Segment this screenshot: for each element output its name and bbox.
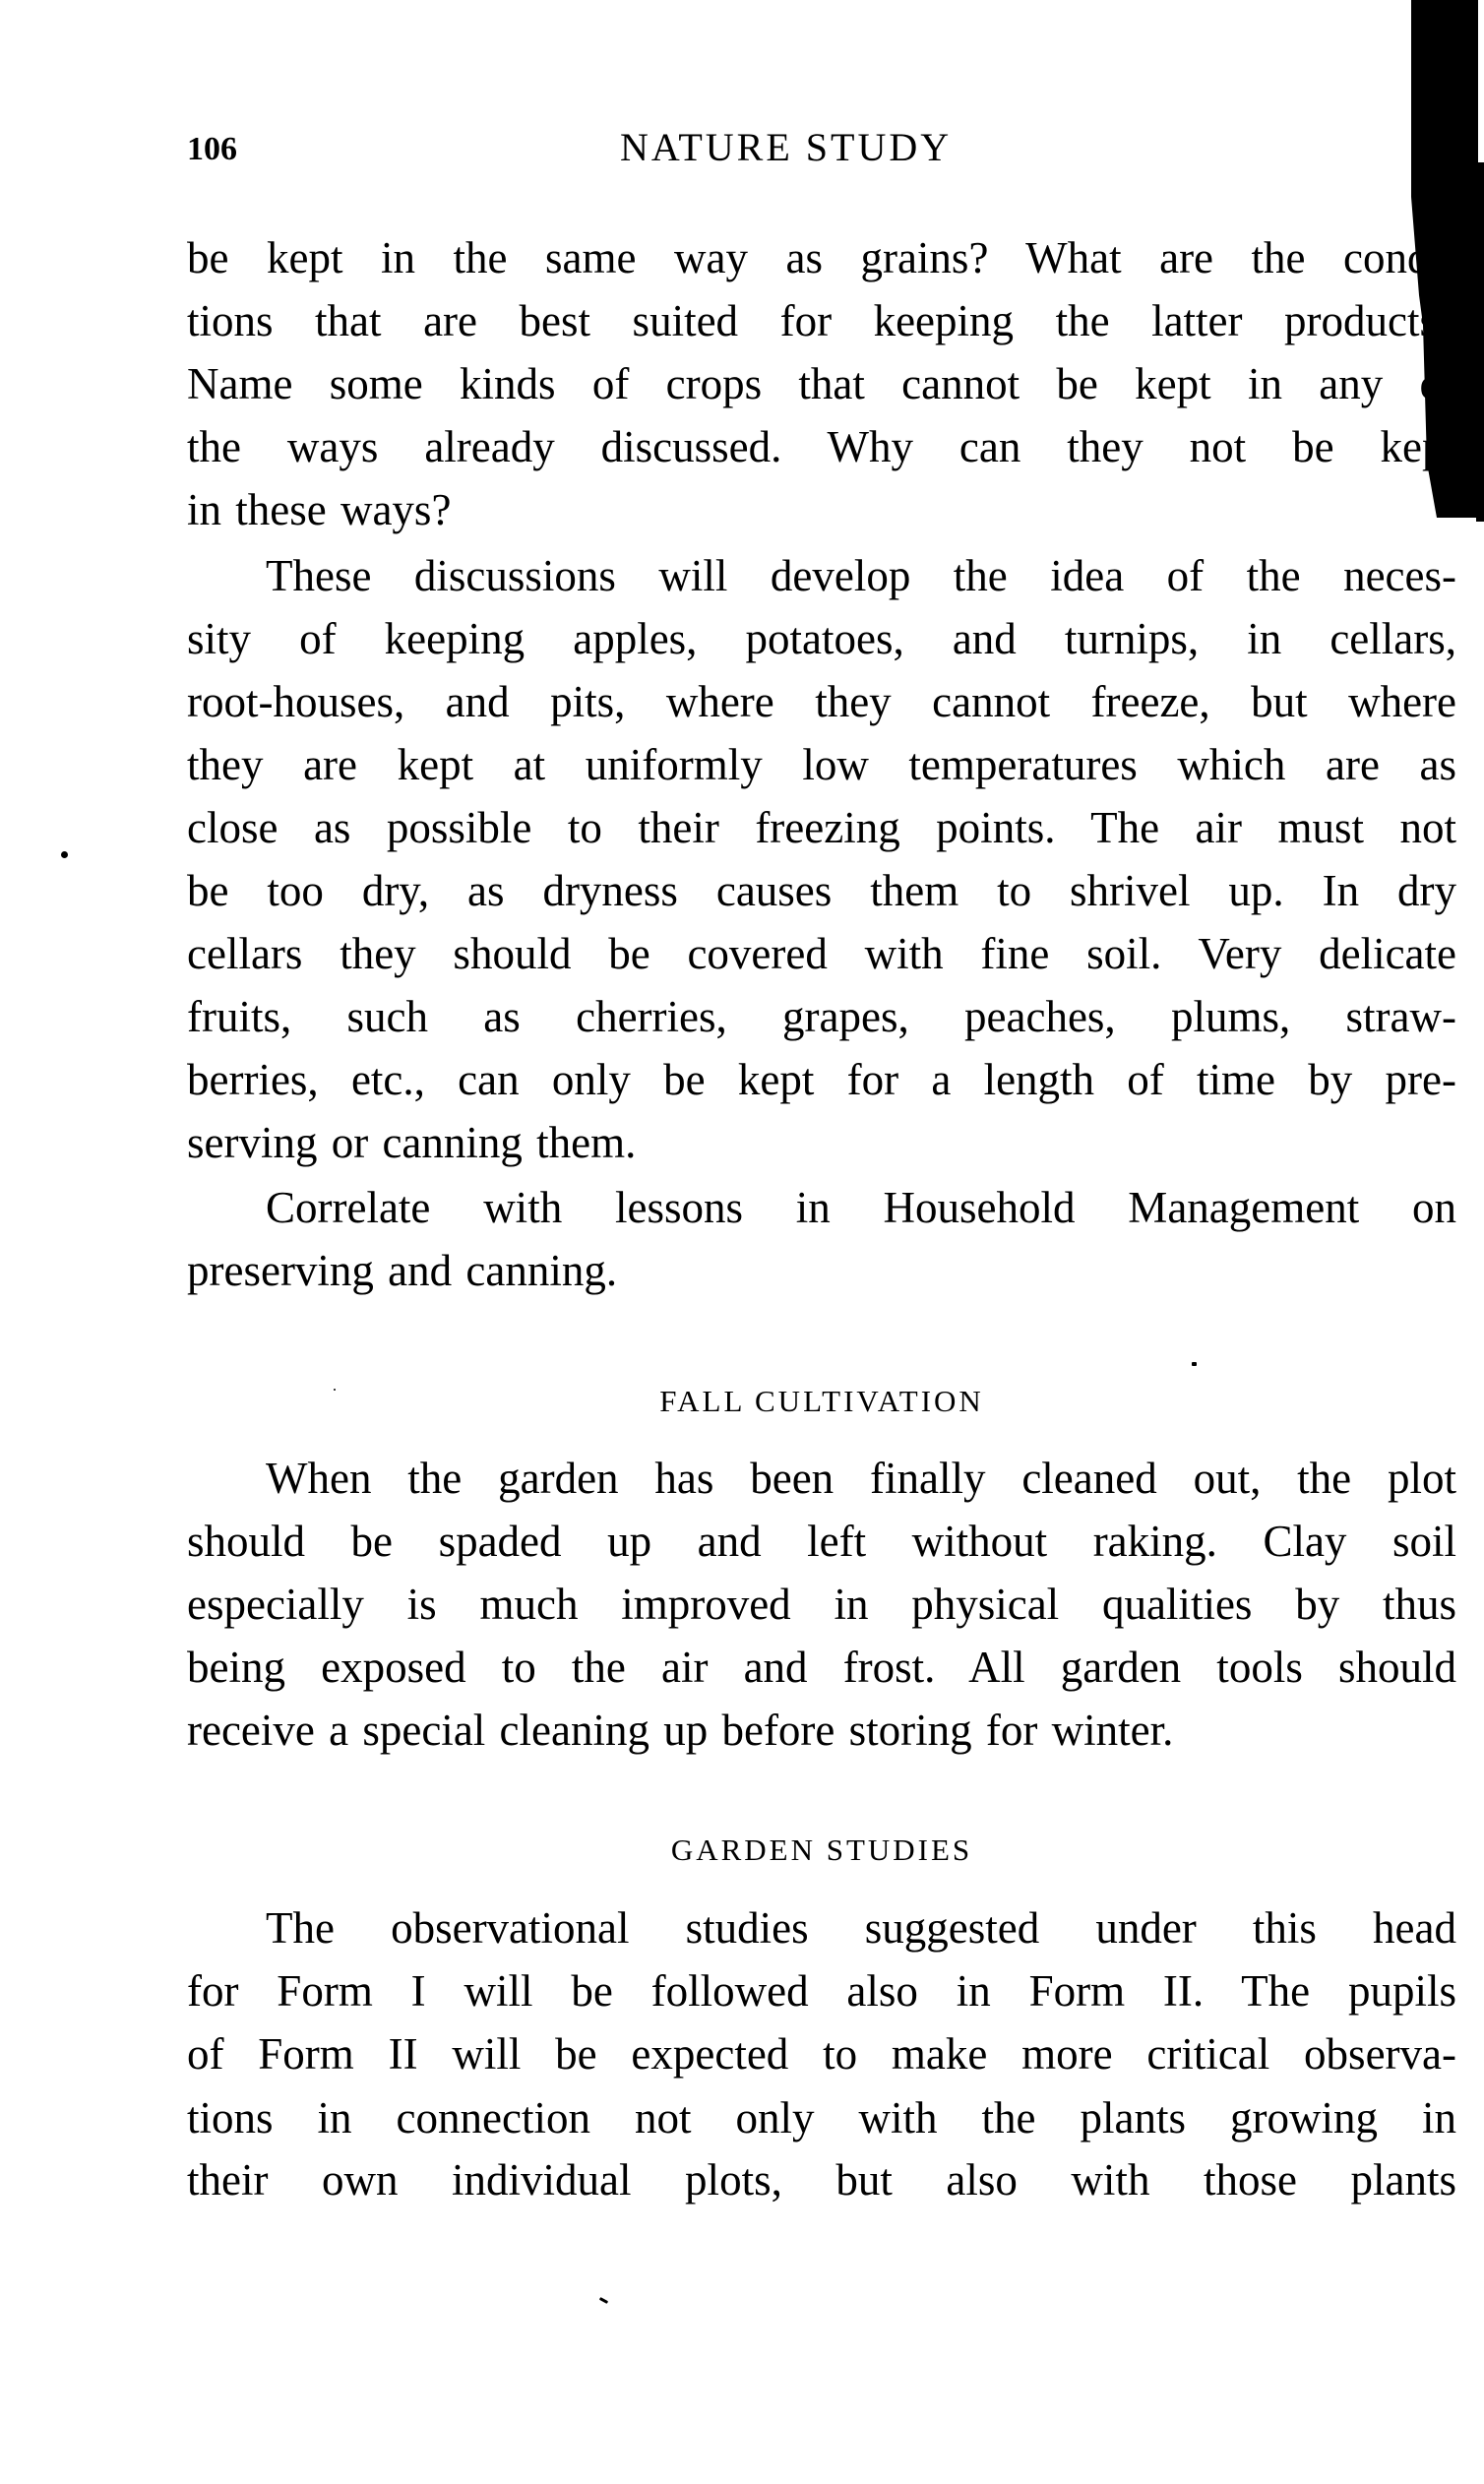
text-line: serving or canning them.	[187, 1118, 637, 1167]
text-line: sity of keeping apples, potatoes, and turnips, in cellars,	[187, 614, 1456, 663]
section-heading: FALL CULTIVATION	[659, 1384, 984, 1418]
text-line: in these ways?	[187, 485, 452, 534]
text-line: they are kept at uniformly low temperatures which are as	[187, 740, 1456, 789]
text-line: be kept in the same way as grains? What are the condi-	[187, 233, 1456, 282]
text-line: fruits, such as cherries, grapes, peaches, plums, straw-	[187, 992, 1456, 1041]
text-line: These discussions will develop the idea of the neces-	[266, 551, 1456, 600]
text-line: close as possible to their freezing points. The air must not	[187, 803, 1456, 852]
text-line: be too dry, as dryness causes them to shrivel up. In dry	[187, 866, 1456, 915]
text-line: When the garden has been finally cleaned out, the plot	[266, 1454, 1456, 1503]
text-line: receive a special cleaning up before storing for winter.	[187, 1706, 1174, 1755]
page-number: 106	[187, 131, 237, 167]
text-line: cellars they should be covered with fine soil. Very delicate	[187, 929, 1456, 978]
text-line: the ways already discussed. Why can they not be kept	[187, 422, 1456, 471]
text-line: berries, etc., can only be kept for a length of time by pre-	[187, 1055, 1456, 1104]
text-line: tions in connection not only with the plants growing in	[187, 2093, 1456, 2142]
text-line: Correlate with lessons in Household Management on	[266, 1183, 1456, 1232]
text-line: their own individual plots, but also with those plants	[187, 2155, 1456, 2205]
section-heading: GARDEN STUDIES	[670, 1832, 973, 1867]
text-line: should be spaded up and left without raking. Clay soil	[187, 1517, 1456, 1566]
text-line: of Form II will be expected to make more critical observa-	[187, 2029, 1456, 2079]
scan-speck	[1192, 1362, 1197, 1366]
text-line: especially is much improved in physical qualities by thus	[187, 1580, 1456, 1629]
running-head	[187, 122, 1456, 169]
text-line: preserving and canning.	[187, 1246, 618, 1295]
running-title: NATURE STUDY	[620, 125, 953, 169]
text-line: Name some kinds of crops that cannot be kept in any of	[187, 359, 1456, 408]
text-line: The observational studies suggested under this head	[266, 1903, 1456, 1953]
text-line: root-houses, and pits, where they cannot freeze, but where	[187, 677, 1456, 726]
scan-speck	[61, 851, 68, 858]
scan-speck	[599, 2297, 608, 2304]
text-line: for Form I will be followed also in Form II. The pupils	[187, 1966, 1456, 2016]
text-line: being exposed to the air and frost. All garden tools should	[187, 1643, 1456, 1692]
text-line: tions that are best suited for keeping the latter products?	[187, 296, 1456, 345]
